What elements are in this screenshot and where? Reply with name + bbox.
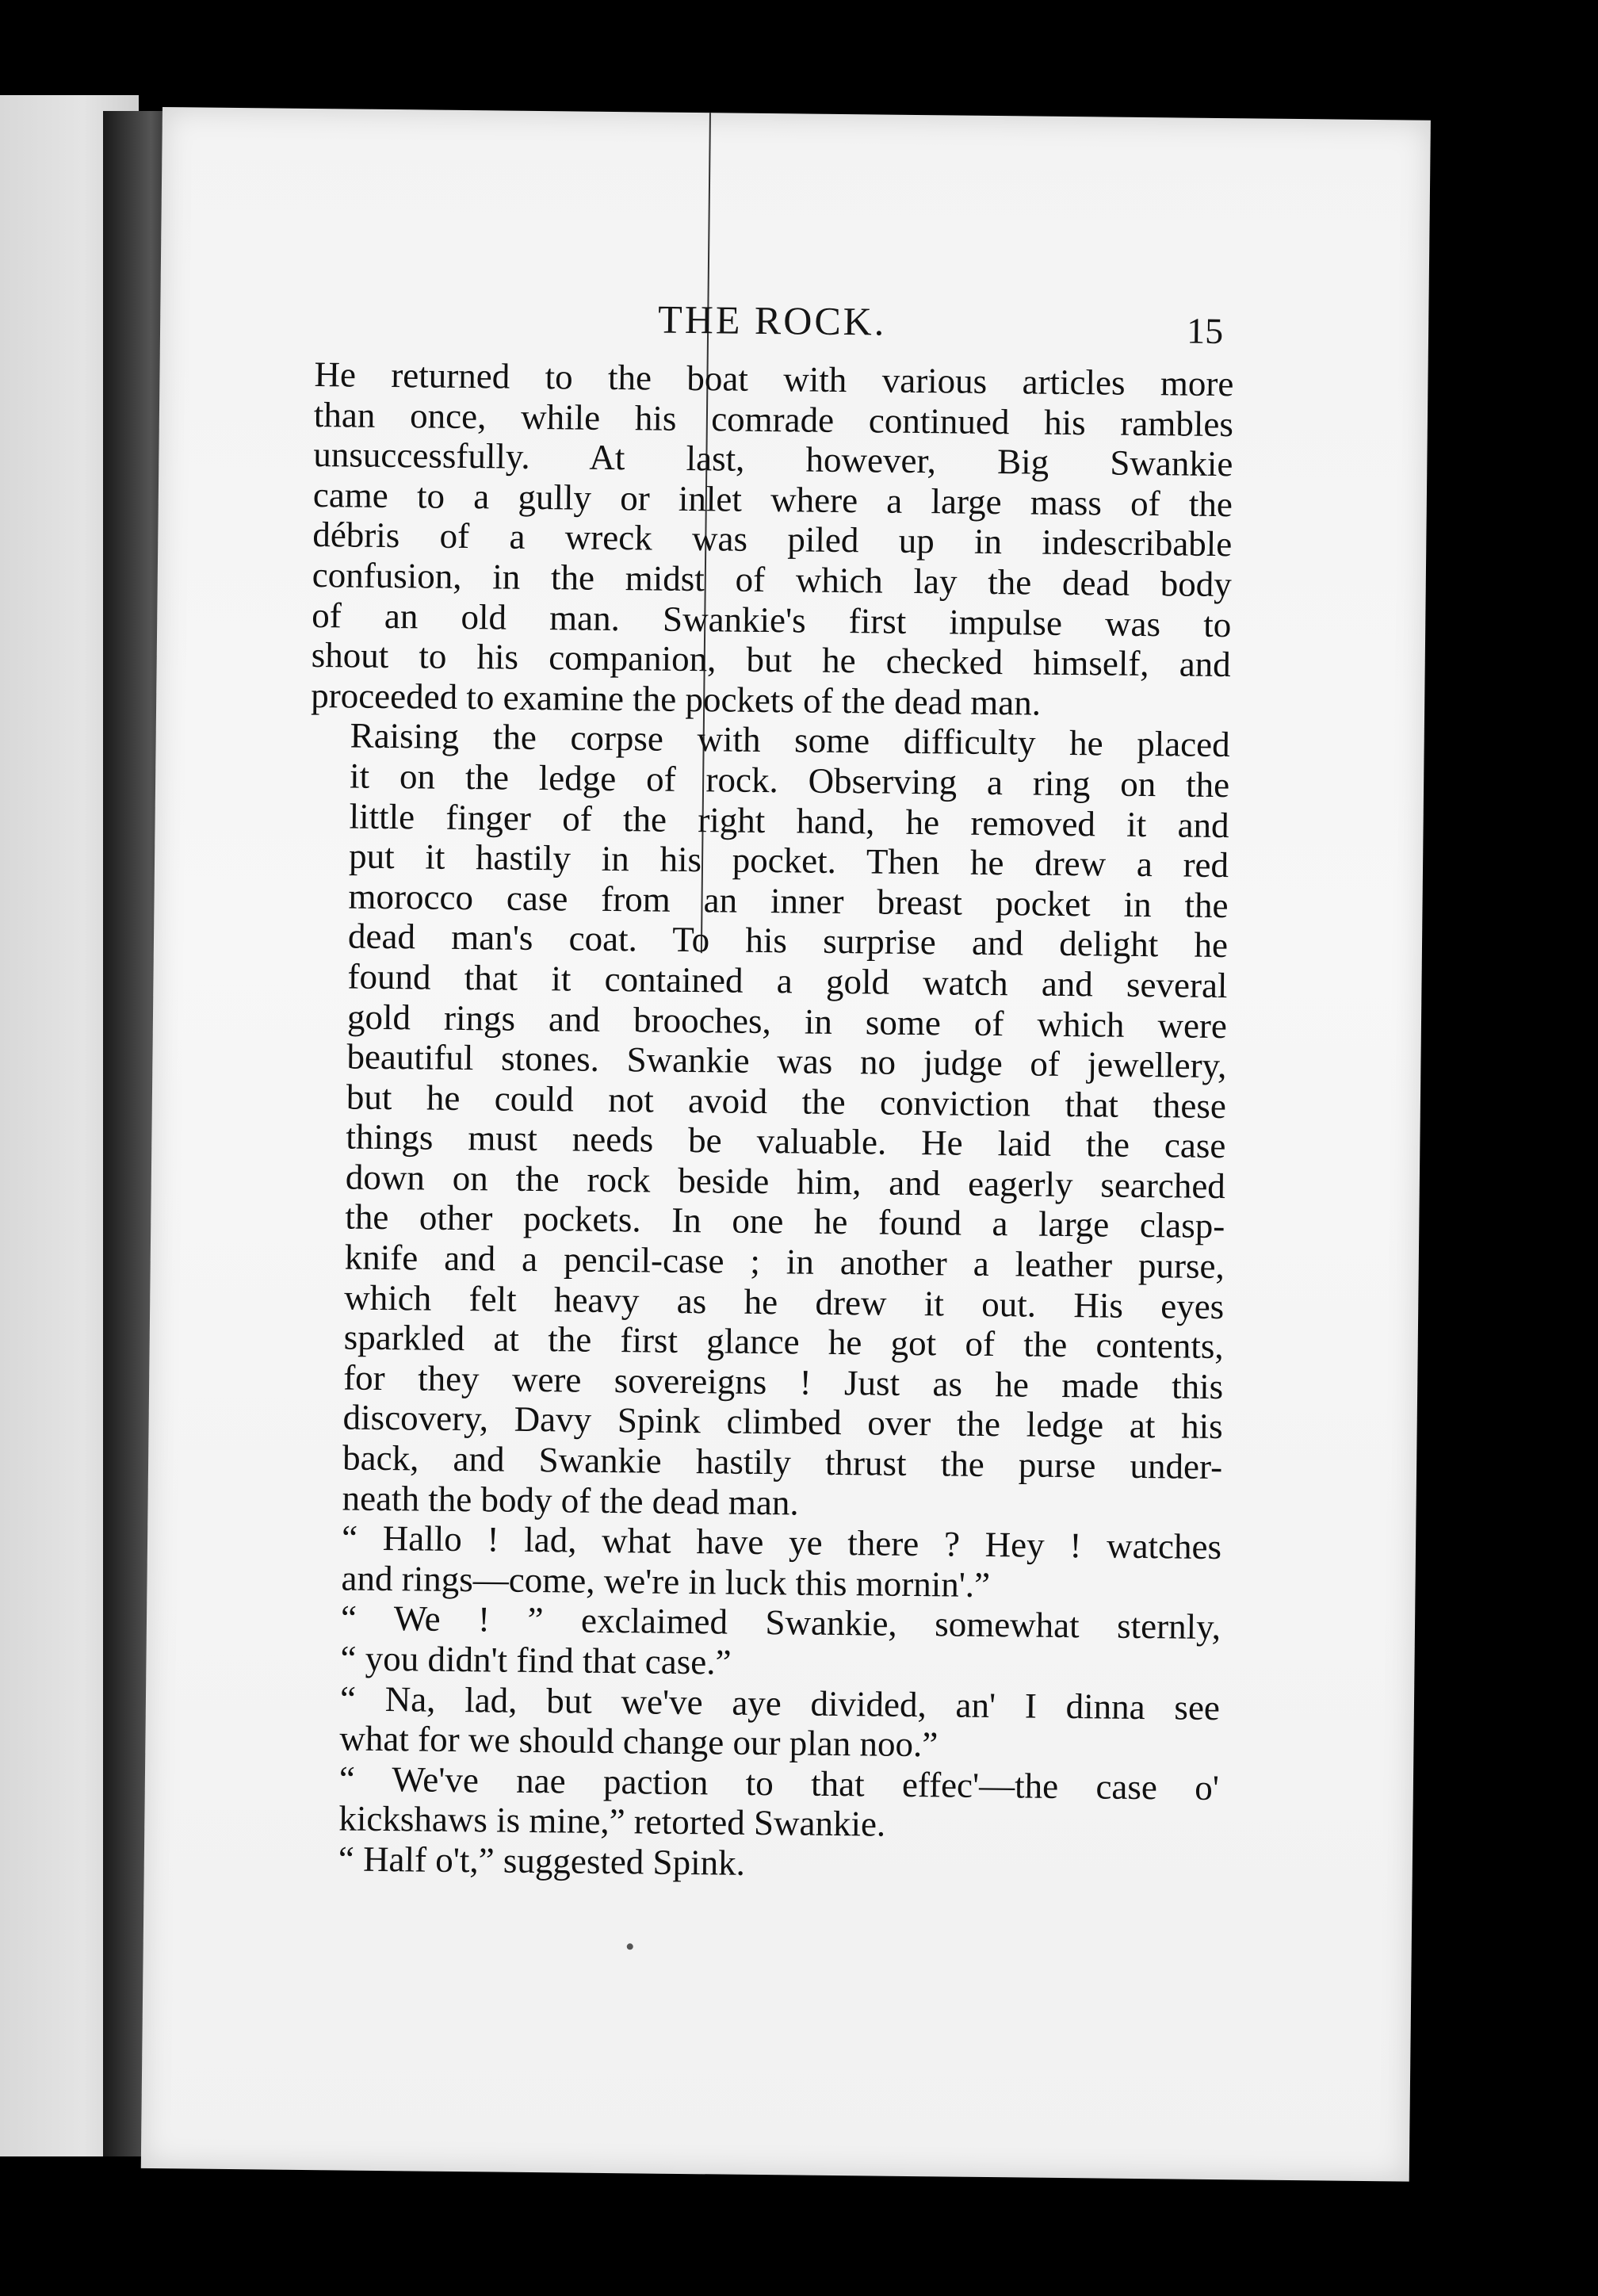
text-line: “ We ! ” exclaimed Swankie, somewhat sternly,	[340, 1598, 1221, 1647]
ink-speck	[627, 1943, 633, 1950]
text-line: found that it contained a gold watch and several	[347, 956, 1228, 1006]
text-line: “ Hallo ! lad, what have ye there ? Hey ! watches	[341, 1517, 1222, 1567]
paragraph	[300, 1598, 1221, 1687]
text-line: but he could not avoid the conviction that these	[346, 1077, 1227, 1126]
paragraph	[300, 1678, 1220, 1768]
paragraph	[299, 1839, 1218, 1888]
text-line: the other pockets. In one he found a large clasp-	[345, 1196, 1225, 1246]
text-line: kickshaws is mine,” retorted Swankie.	[338, 1798, 886, 1845]
paragraph	[302, 715, 1230, 1527]
paragraph	[299, 1758, 1219, 1848]
paragraph	[311, 354, 1234, 725]
text-line: it on the ledge of rock. Observing a ring on the	[349, 756, 1230, 806]
text-line: down on the rock beside him, and eagerly searched	[345, 1157, 1226, 1206]
text-line: what for we should change our plan noo.”	[339, 1718, 939, 1765]
text-line: put it hastily in his pocket. Then he drew a red	[348, 836, 1229, 886]
text-line: discovery, Davy Spink climbed over the ledge at his	[342, 1397, 1223, 1447]
text-line: for they were sovereigns ! Just as he made this	[342, 1357, 1224, 1406]
text-line: proceeded to examine the pockets of the dead man.	[310, 675, 1042, 723]
text-line: came to a gully or inlet where a large mass of the	[312, 474, 1233, 524]
body-text	[299, 354, 1234, 1888]
paragraph	[301, 1517, 1221, 1607]
text-line: than once, while his comrade continued his rambles	[313, 394, 1234, 444]
text-line: sparkled at the first glance he got of the contents,	[343, 1317, 1224, 1367]
text-line: shout to his companion, but he checked himself, and	[311, 635, 1231, 685]
text-line: “ Half o't,” suggested Spink.	[338, 1839, 746, 1883]
text-line: little finger of the right hand, he removed it and	[349, 796, 1229, 845]
text-line: He returned to the boat with various articles more	[314, 354, 1234, 404]
text-line: back, and Swankie hastily thrust the purse under-	[342, 1437, 1223, 1487]
page-number: 15	[1186, 310, 1224, 352]
text-line: neath the body of the dead man.	[342, 1478, 799, 1523]
text-line: débris of a wreck was piled up in indescribable	[312, 515, 1233, 564]
text-line: Raising the corpse with some difficulty he placed	[350, 715, 1230, 765]
text-line: “ you didn't find that case.”	[340, 1638, 732, 1682]
text-line: gold rings and brooches, in some of which were	[346, 997, 1228, 1046]
book-page	[141, 107, 1431, 2182]
text-line: things must needs be valuable. He laid the case	[346, 1116, 1226, 1166]
text-line: beautiful stones. Swankie was no judge of jewellery,	[346, 1036, 1227, 1086]
text-line: knife and a pencil-case ; in another a leather purse,	[344, 1237, 1225, 1287]
text-line: morocco case from an inner breast pocket in the	[348, 876, 1229, 925]
text-line: dead man's coat. To his surprise and delight he	[347, 916, 1229, 966]
text-line: “ We've nae paction to that effec'—the case o'	[338, 1758, 1220, 1808]
text-line: of an old man. Swankie's first impulse was to	[312, 595, 1232, 645]
text-line: and rings—come, we're in luck this mornin'.”	[341, 1558, 991, 1605]
text-line: confusion, in the midst of which lay the dead body	[312, 554, 1233, 605]
running-title: THE ROCK.	[657, 297, 887, 344]
text-line: unsuccessfully. At last, however, Big Swankie	[313, 434, 1233, 484]
page-header	[160, 291, 1429, 360]
text-line: “ Na, lad, but we've aye divided, an' I dinna see	[339, 1678, 1221, 1728]
text-line: which felt heavy as he drew it out. His eyes	[344, 1277, 1225, 1326]
